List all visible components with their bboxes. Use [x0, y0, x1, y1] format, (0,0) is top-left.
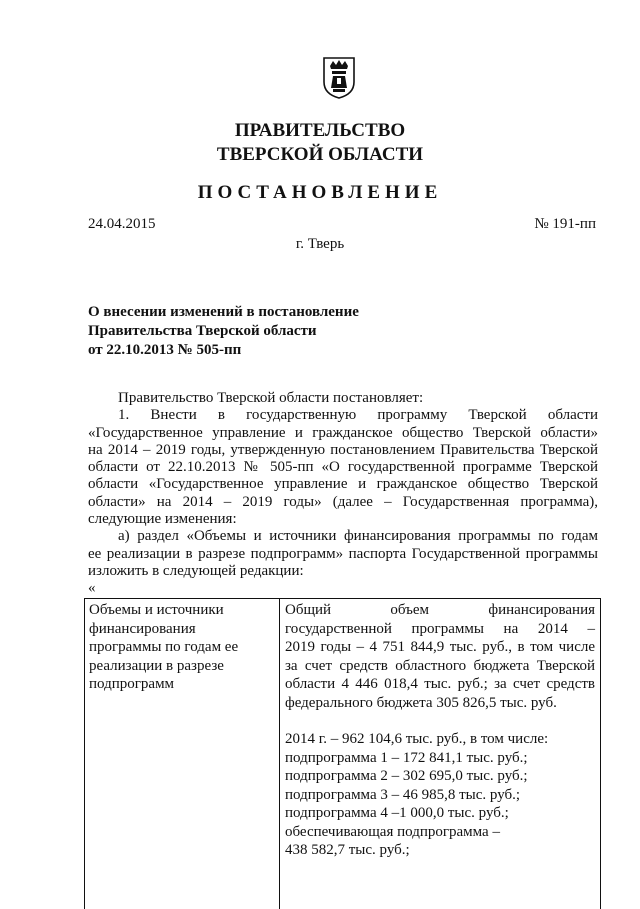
table-divider	[279, 599, 280, 909]
cell-line: обеспечивающая подпрограмма –	[285, 823, 500, 840]
cell-line: программы по годам ее	[89, 639, 239, 655]
cell-line: за счет средств областного бюджета Тверской	[285, 657, 595, 674]
body-line: на 2014 – 2019 годы, утвержденную постановлением Правительства Тверской	[88, 441, 598, 458]
coat-of-arms-icon	[322, 56, 356, 100]
cell-line: федерального бюджета 305 826,5 тыс. руб.	[285, 694, 557, 711]
cell-line: подпрограмм	[89, 676, 175, 692]
org-name-line1: ПРАВИТЕЛЬСТВО	[234, 120, 406, 141]
cell-line: 2014 г. – 962 104,6 тыс. руб., в том числе:	[285, 731, 549, 747]
body-line: ее реализации в разрезе подпрограмм» паспорта Государственной программы	[88, 545, 598, 562]
document-number: № 191-пп	[534, 216, 596, 232]
body-line: следующие изменения:	[88, 511, 237, 528]
cell-line: области 4 446 018,4 тыс. руб.; за счет средств	[285, 676, 595, 692]
cell-line: подпрограмма 4 –1 000,0 тыс. руб.;	[285, 805, 509, 821]
cell-line: Общий объем финансирования	[285, 602, 595, 618]
body-line: Правительство Тверской области постановляет:	[118, 390, 424, 406]
body-line: области от 22.10.2013 № 505-пп «О государственной программе Тверской	[88, 459, 598, 476]
body-line: области «Государственное управление и гражданское общество Тверской	[88, 476, 598, 493]
body-line: области» на 2014 – 2019 годы» (далее – Государственная программа),	[88, 493, 598, 510]
cell-line: подпрограмма 2 – 302 695,0 тыс. руб.;	[285, 768, 528, 784]
document-body	[88, 390, 598, 598]
document-date: 24.04.2015	[88, 216, 156, 232]
table-cell-label	[89, 601, 275, 694]
document-city: г. Тверь	[295, 236, 345, 252]
body-line: а) раздел «Объемы и источники финансирования программы по годам	[118, 528, 598, 545]
cell-line: 438 582,7 тыс. руб.;	[285, 842, 410, 858]
cell-line: государственной программы на 2014 –	[285, 620, 595, 637]
subject-line: Правительства Тверской области	[88, 323, 317, 339]
cell-line: реализации в разрезе	[89, 657, 224, 674]
cell-line: подпрограмма 1 – 172 841,1 тыс. руб.;	[285, 749, 528, 766]
cell-line: 2019 годы – 4 751 844,9 тыс. руб., в том числе	[285, 639, 595, 655]
org-name-line2: ТВЕРСКОЙ ОБЛАСТИ	[216, 144, 424, 165]
cell-line: финансирования	[89, 620, 196, 637]
body-line: 1. Внести в государственную программу Тверской области	[118, 407, 598, 424]
document-subject	[88, 303, 359, 360]
cell-line: Объемы и источники	[89, 602, 224, 618]
subject-line: О внесении изменений в постановление	[88, 304, 359, 320]
body-line: «Государственное управление и гражданское общество Тверской области»	[88, 424, 598, 441]
body-line: изложить в следующей редакции:	[88, 562, 304, 579]
document-type: ПОСТАНОВЛЕНИЕ	[197, 182, 443, 203]
subject-line: от 22.10.2013 № 505-пп	[88, 342, 242, 358]
body-line: «	[88, 580, 96, 597]
financing-table	[84, 598, 601, 909]
table-cell-value	[285, 601, 595, 860]
cell-line: подпрограмма 3 – 46 985,8 тыс. руб.;	[285, 786, 521, 803]
